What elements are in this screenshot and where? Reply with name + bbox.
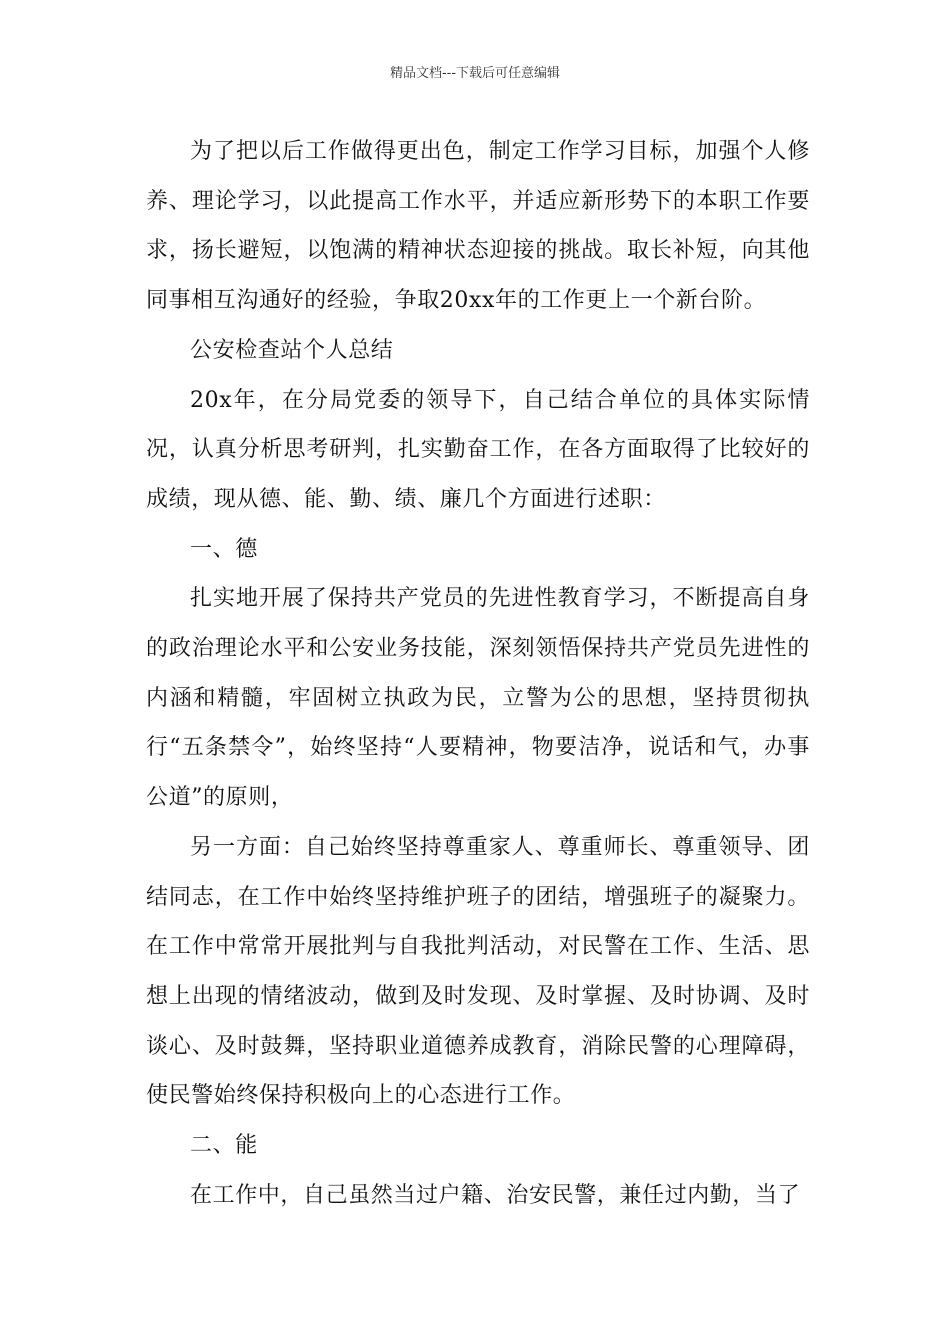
section-title: 公安检查站个人总结 — [190, 337, 394, 363]
heading-neng: 二、能 — [190, 1133, 258, 1159]
paragraph-neng-1: 在工作中，自己虽然当过户籍、治安民警，兼任过内勤，当了 — [190, 1182, 801, 1208]
heading-de: 一、德 — [190, 536, 258, 562]
document-body — [146, 127, 810, 1220]
paragraph-intro: 为了把以后工作做得更出色，制定工作学习目标，加强个人修养、理论学习，以此提高工作水平，并适应新形势下的本职工作要求，扬长避短，以饱满的精神状态迎接的挑战。取长补短，向其他同事相互沟通好的经验，争取20xx年的工作更上一个新台阶。 — [146, 139, 810, 314]
paragraph-de-1: 扎实地开展了保持共产党员的先进性教育学习，不断提高自身的政治理论水平和公安业务技能，深刻领悟保持共产党员先进性的内涵和精髓，牢固树立执政为民，立警为公的思想，坚持贯彻执行“五条禁令”，始终坚持“人要精神，物要洁净，说话和气，办事公道”的原则， — [146, 586, 810, 811]
paragraph-overview: 20x年，在分局党委的领导下，自己结合单位的具体实际情况，认真分析思考研判，扎实勤奋工作，在各方面取得了比较好的成绩，现从德、能、勤、绩、廉几个方面进行述职： — [146, 387, 810, 512]
page-header: 精品文档---下载后可任意编辑 — [389, 66, 561, 81]
paragraph-de-2: 另一方面：自己始终坚持尊重家人、尊重师长、尊重领导、团结同志，在工作中始终坚持维护班子的团结，增强班子的凝聚力。在工作中常常开展批判与自我批判活动，对民警在工作、生活、思想上出现的情绪波动，做到及时发现、及时掌握、及时协调、及时谈心、及时鼓舞，坚持职业道德养成教育，消除民警的心理障碍，使民警始终保持积极向上的心态进行工作。 — [146, 834, 810, 1109]
